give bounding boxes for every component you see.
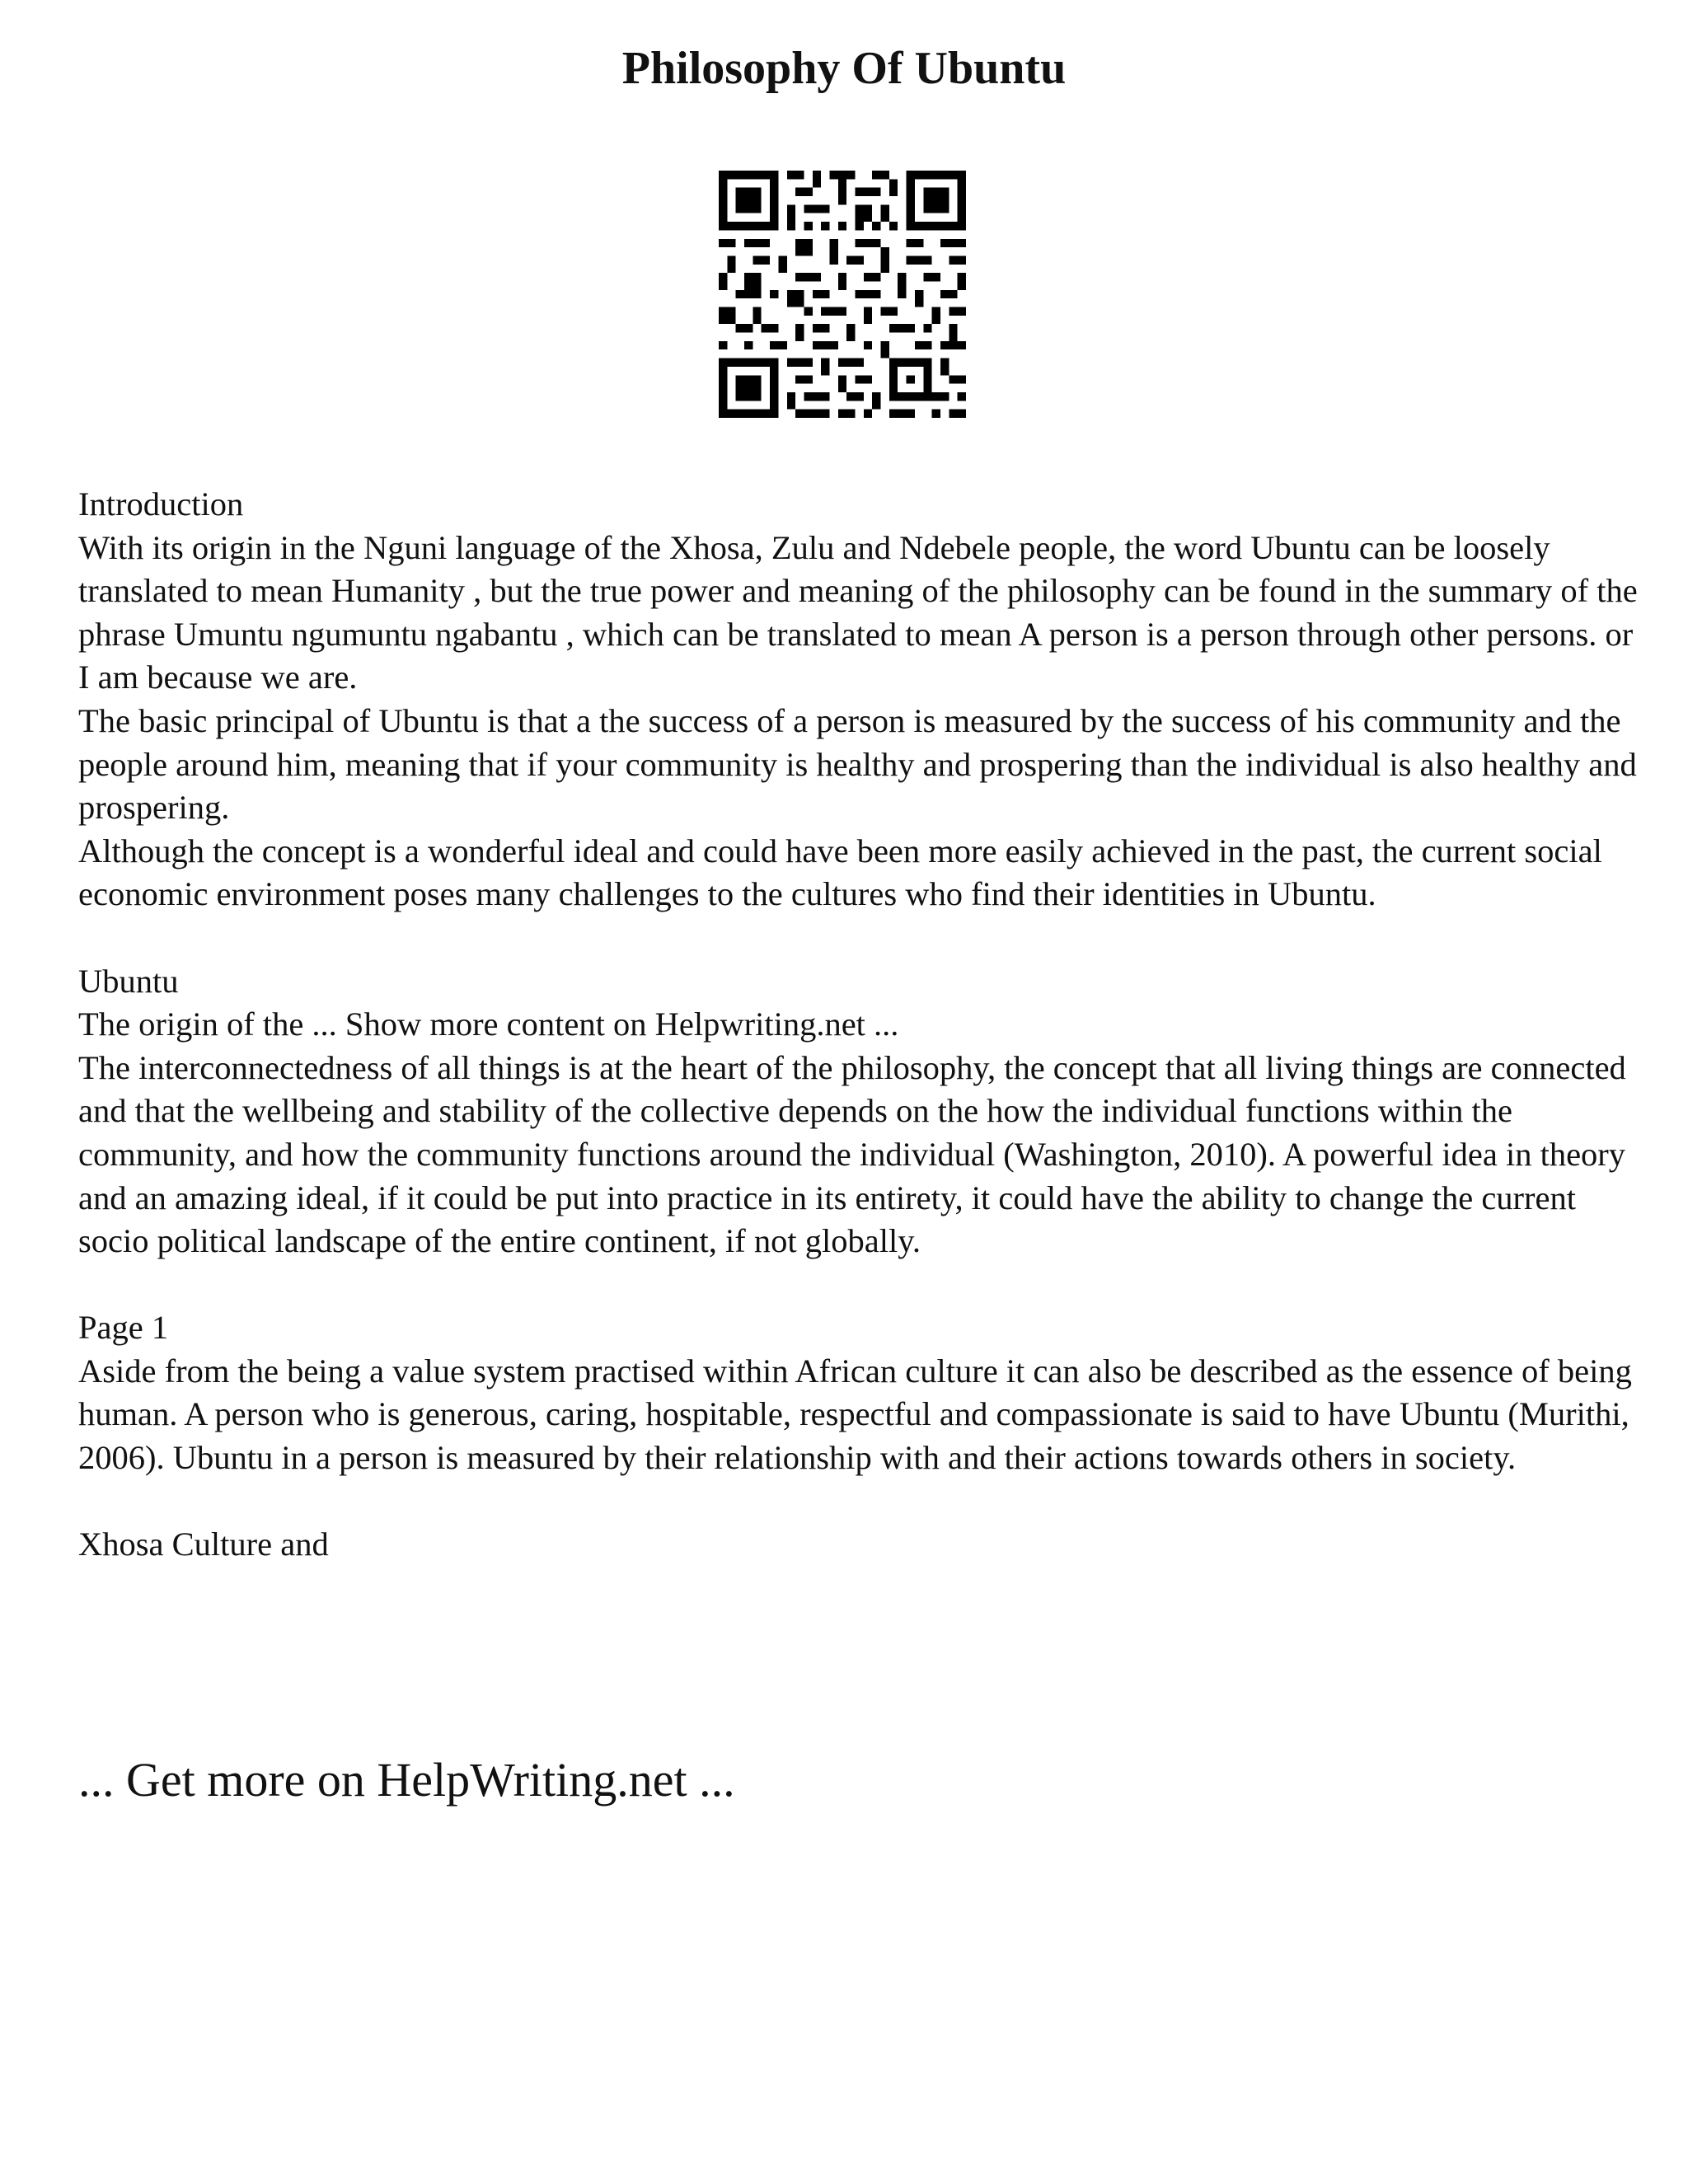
paragraph: The origin of the ... Show more content on Helpwriting.net ... [78, 1005, 899, 1043]
section-heading-ubuntu: Ubuntu [78, 962, 179, 1000]
paragraph: The basic principal of Ubuntu is that a the success of a person is measured by the success of his community and the people around him, meaning that if your community is healthy and prospering than the individual is also healthy and prospering. [78, 701, 1637, 827]
section-heading-xhosa-culture: Xhosa Culture and [78, 1526, 329, 1563]
qr-code-icon [719, 171, 966, 418]
spacer [78, 1480, 1644, 1524]
paragraph: Aside from the being a value system practised within African culture it can also be described as the essence of being human. A person who is generous, caring, hospitable, respectful and compassionate is said to have Ubuntu (Murithi, 2006). Ubuntu in a person is measured by their relationship with and their actions towards others in society. [78, 1352, 1632, 1477]
page-title: Philosophy Of Ubuntu [621, 43, 1067, 94]
document-body [78, 483, 1644, 1567]
paragraph: With its origin in the Nguni language of the Xhosa, Zulu and Ndebele people, the word Ubuntu can be loosely translated to mean Humanity , but the true power and meaning of the philosophy can be found in the summary of the phrase Umuntu ngumuntu ngabantu , which can be translated to mean A person is a person through other persons. or I am because we are. [78, 528, 1638, 696]
section-heading-introduction: Introduction [78, 485, 244, 523]
section-heading-page-1: Page 1 [78, 1309, 169, 1347]
get-more-link[interactable]: ... Get more on HelpWriting.net ... [78, 1753, 735, 1807]
paragraph: The interconnectedness of all things is at the heart of the philosophy, the concept that all living things are connected and that the wellbeing and stability of the collective depends on the how the individual functions within the community, and how the community functions around the individual (Washington, 2010). A powerful idea in theory and an amazing ideal, if it could be put into practice in its entirety, it could have the ability to change the current socio political landscape of the entire continent, if not globally. [78, 1048, 1626, 1260]
spacer [78, 1263, 1644, 1307]
spacer [78, 916, 1644, 960]
paragraph: Although the concept is a wonderful ideal and could have been more easily achieved in the past, the current social economic environment poses many challenges to the cultures who find their identities in Ubuntu. [78, 832, 1602, 913]
